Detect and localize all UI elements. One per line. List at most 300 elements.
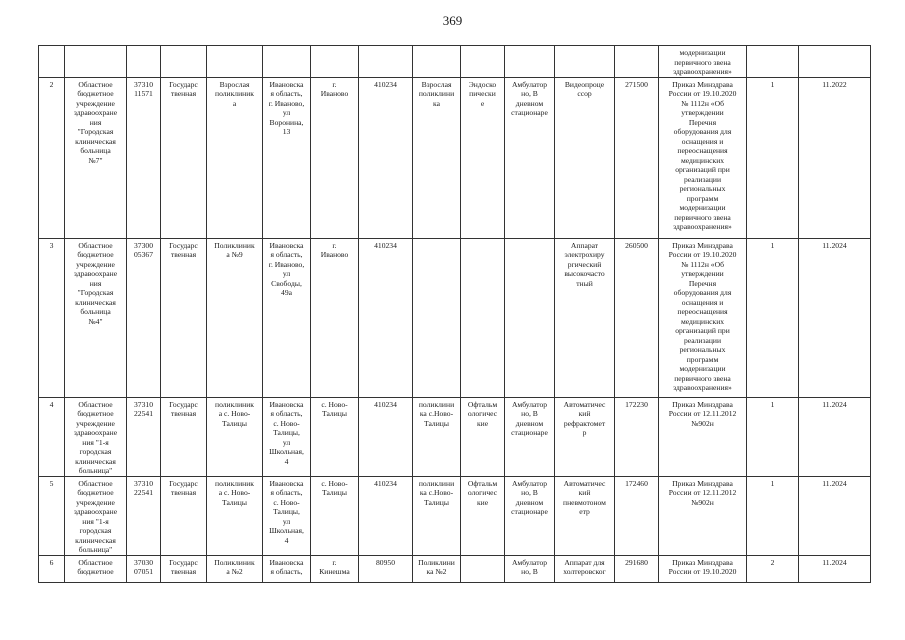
cell-price — [615, 77, 659, 238]
cell-line: Областное — [78, 240, 113, 250]
cell-line: организаций при — [675, 326, 730, 335]
cell-code — [127, 555, 161, 582]
cell-line: переоснащения — [677, 307, 728, 316]
cell-standard — [659, 46, 747, 78]
cell-code — [127, 238, 161, 397]
cell-line: 37310 — [134, 478, 153, 488]
cell-line: здравоохранения» — [673, 222, 732, 231]
cell-num — [39, 555, 65, 582]
cell-line: Приказ Минздрава — [672, 478, 733, 488]
cell-line: медицинских — [680, 155, 725, 165]
cell-line: Государс — [169, 557, 198, 567]
cell-line: ул — [282, 516, 291, 526]
cell-line: здравоохранения» — [673, 67, 732, 76]
cell-line: региональных — [679, 345, 726, 354]
cell-line: а с. Ново- — [218, 488, 251, 497]
cell-line: 11.2024 — [822, 399, 847, 409]
cell-line: ргический — [567, 259, 602, 269]
cell-line: поликлиник — [215, 478, 254, 488]
cell-department — [413, 46, 461, 78]
cell-line: г. Иваново, — [268, 98, 305, 108]
cell-line: бюджетное — [77, 89, 114, 98]
cell-line: а №2 — [226, 567, 243, 576]
cell-line: ния "1-я — [82, 437, 109, 447]
cell-line: 2 — [49, 79, 54, 89]
cell-line: а — [232, 98, 237, 108]
cell-line: твенная — [170, 250, 197, 259]
cell-line: 271500 — [625, 79, 648, 89]
cell-deadline — [799, 397, 871, 476]
cell-line: бюджетное — [77, 250, 114, 259]
cell-line: я область, — [270, 250, 303, 259]
cell-line: Школьная, — [269, 526, 304, 535]
cell-line: Свободы, — [271, 278, 302, 288]
cell-line: 49а — [281, 288, 292, 297]
cell-line: пически — [469, 89, 496, 98]
cell-line: городская — [79, 447, 112, 456]
cell-profile — [461, 238, 505, 397]
cell-line: ка — [433, 98, 440, 108]
cell-line: Областное — [78, 478, 113, 488]
cell-subdivision — [207, 476, 263, 555]
cell-line: клиническая — [75, 456, 116, 466]
cell-subdivision — [207, 397, 263, 476]
cell-line: реализации — [683, 335, 722, 345]
cell-line: пневмотоном — [563, 497, 606, 507]
cell-address — [263, 397, 311, 476]
cell-line: Амбулатор — [511, 79, 548, 89]
cell-line: Поликлиник — [214, 240, 255, 250]
cell-line: больница" — [78, 466, 113, 475]
table-row — [39, 77, 871, 238]
cell-line: 410234 — [374, 478, 397, 488]
cell-line: Иваново — [320, 89, 349, 98]
cell-locality — [311, 397, 359, 476]
cell-locality — [311, 555, 359, 582]
cell-line: больница — [80, 146, 111, 155]
cell-line: 4 — [284, 456, 289, 466]
cell-line: Ивановска — [269, 240, 304, 250]
cell-line: 37310 — [134, 399, 153, 409]
cell-line: я область, — [270, 488, 303, 497]
cell-line: №7" — [88, 155, 103, 165]
cell-line: а с. Ново- — [218, 409, 251, 418]
cell-institution — [65, 476, 127, 555]
cell-line: Талицы — [322, 409, 347, 418]
cell-line: дневном — [515, 497, 544, 507]
cell-line: поликлиник — [215, 89, 254, 98]
cell-equipment — [555, 77, 615, 238]
cell-line: модернизации — [679, 48, 726, 57]
cell-deadline — [799, 476, 871, 555]
cell-line: Талицы — [222, 497, 247, 507]
cell-line: Аппарат для — [564, 557, 605, 567]
cell-line: 11.2024 — [822, 240, 847, 250]
cell-line: модернизации — [679, 203, 726, 212]
cell-line: 2 — [770, 557, 775, 567]
cell-num — [39, 77, 65, 238]
cell-code — [127, 397, 161, 476]
table-row — [39, 476, 871, 555]
cell-deadline — [799, 77, 871, 238]
cell-line: г. — [332, 240, 337, 250]
cell-line: больница — [80, 307, 111, 316]
cell-line: поликлини — [418, 399, 455, 409]
cell-line: но, В — [521, 567, 538, 576]
cell-line: е — [480, 98, 485, 108]
cell-line: Приказ Минздрава — [672, 79, 733, 89]
cell-line: оборудования для — [673, 127, 732, 136]
cell-profile — [461, 555, 505, 582]
cell-line: №4" — [88, 316, 103, 326]
cell-institution — [65, 397, 127, 476]
cell-line: России от 12.11.2012 — [668, 488, 737, 497]
cell-institution — [65, 238, 127, 397]
cell-line: Областное — [78, 79, 113, 89]
cell-line: программ — [686, 193, 719, 203]
cell-care-conditions — [505, 555, 555, 582]
cell-population — [359, 77, 413, 238]
cell-line: кие — [476, 497, 489, 507]
cell-price — [615, 555, 659, 582]
cell-line: здравоохранения» — [673, 383, 732, 392]
cell-line: с. Ново- — [321, 399, 348, 409]
cell-department — [413, 397, 461, 476]
cell-line: г. — [332, 557, 337, 567]
cell-department — [413, 77, 461, 238]
cell-line: твенная — [170, 488, 197, 497]
cell-line: дневном — [515, 418, 544, 428]
cell-price — [615, 397, 659, 476]
cell-line: я область, — [270, 409, 303, 418]
cell-line: ния — [89, 278, 102, 288]
cell-price — [615, 238, 659, 397]
cell-line: 4 — [284, 535, 289, 545]
cell-line: России от 19.10.2020 — [668, 250, 737, 259]
cell-line: № 1112н «Об — [681, 98, 724, 108]
cell-line: учреждение — [76, 259, 115, 269]
cell-ownership — [161, 46, 207, 78]
cell-ownership — [161, 397, 207, 476]
cell-equipment — [555, 555, 615, 582]
cell-line: Офтальм — [467, 399, 498, 409]
cell-line: Эндоско — [468, 79, 497, 89]
cell-line: здравоохране — [73, 428, 118, 437]
cell-line: оборудования для — [673, 288, 732, 297]
cell-line: Приказ Минздрава — [672, 399, 733, 409]
cell-equipment — [555, 46, 615, 78]
cell-population — [359, 476, 413, 555]
cell-num — [39, 476, 65, 555]
cell-institution — [65, 46, 127, 78]
cell-line: 07051 — [134, 567, 153, 576]
cell-line: 410234 — [374, 79, 397, 89]
cell-line: я область, — [270, 89, 303, 98]
cell-address — [263, 555, 311, 582]
cell-line: рефрактомет — [563, 418, 606, 428]
cell-quantity — [747, 476, 799, 555]
cell-line: 1 — [770, 240, 775, 250]
cell-line: 6 — [49, 557, 54, 567]
cell-address — [263, 46, 311, 78]
cell-line: р — [582, 428, 587, 437]
cell-line: Амбулатор — [511, 478, 548, 488]
cell-line: Приказ Минздрава — [672, 240, 733, 250]
cell-line: учреждение — [76, 98, 115, 108]
cell-line: оснащения и — [681, 297, 724, 307]
cell-line: стационаре — [511, 507, 548, 516]
cell-institution — [65, 77, 127, 238]
cell-line: поликлини — [418, 89, 455, 98]
cell-address — [263, 238, 311, 397]
cell-line: 11571 — [134, 89, 153, 98]
cell-quantity — [747, 555, 799, 582]
cell-line: я область, — [270, 567, 303, 576]
cell-ownership — [161, 238, 207, 397]
cell-line: №902н — [691, 497, 714, 507]
cell-line: г. Иваново, — [268, 259, 305, 269]
cell-line: переоснащения — [677, 146, 728, 155]
cell-care-conditions — [505, 77, 555, 238]
cell-line: 37030 — [134, 557, 153, 567]
cell-line: оснащения и — [681, 136, 724, 146]
cell-line: ка №2 — [426, 567, 447, 576]
cell-deadline — [799, 46, 871, 78]
cell-line: г. — [332, 79, 337, 89]
cell-ownership — [161, 555, 207, 582]
cell-quantity — [747, 238, 799, 397]
cell-standard — [659, 238, 747, 397]
cell-line: Государс — [169, 79, 198, 89]
cell-line: 260500 — [625, 240, 648, 250]
cell-equipment — [555, 397, 615, 476]
cell-line: бюджетное — [77, 488, 114, 497]
cell-population — [359, 555, 413, 582]
cell-line: Воронина, — [269, 117, 304, 127]
cell-line: Ивановска — [269, 557, 304, 567]
cell-line: стационаре — [511, 428, 548, 437]
cell-line: твенная — [170, 89, 197, 98]
cell-address — [263, 77, 311, 238]
cell-line: клиническая — [75, 136, 116, 146]
cell-standard — [659, 397, 747, 476]
cell-line: с. Ново- — [273, 418, 300, 428]
cell-line: Офтальм — [467, 478, 498, 488]
cell-line: Кинешма — [319, 567, 350, 576]
cell-line: 11.2024 — [822, 557, 847, 567]
cell-line: Взрослая — [421, 79, 452, 89]
cell-line: 1 — [770, 478, 775, 488]
cell-line: с. Ново- — [273, 497, 300, 507]
cell-line: Ивановска — [269, 79, 304, 89]
cell-line: Государс — [169, 240, 198, 250]
table-row — [39, 238, 871, 397]
cell-line: ка с.Ново- — [419, 488, 454, 497]
cell-equipment — [555, 476, 615, 555]
cell-line: здравоохране — [73, 108, 118, 117]
cell-deadline — [799, 238, 871, 397]
cell-code — [127, 77, 161, 238]
cell-address — [263, 476, 311, 555]
cell-line: Талицы — [222, 418, 247, 428]
cell-quantity — [747, 46, 799, 78]
cell-line: Талицы, — [273, 507, 300, 516]
cell-line: первичного звена — [674, 212, 731, 222]
cell-line: 1 — [770, 399, 775, 409]
cell-population — [359, 397, 413, 476]
cell-locality — [311, 476, 359, 555]
cell-price — [615, 476, 659, 555]
cell-line: холтеровског — [563, 567, 606, 576]
cell-line: кий — [578, 488, 591, 497]
cell-price — [615, 46, 659, 78]
cell-line: больница" — [78, 545, 113, 554]
cell-line: 80950 — [376, 557, 395, 567]
cell-line: медицинских — [680, 316, 725, 326]
cell-profile — [461, 397, 505, 476]
cell-locality — [311, 238, 359, 397]
cell-line: Областное — [78, 557, 113, 567]
cell-line: здравоохране — [73, 269, 118, 278]
cell-line: твенная — [170, 567, 197, 576]
cell-line: России от 12.11.2012 — [668, 409, 737, 418]
cell-num — [39, 46, 65, 78]
cell-line: дневном — [515, 98, 544, 108]
cell-line: клиническая — [75, 297, 116, 307]
cell-department — [413, 476, 461, 555]
cell-subdivision — [207, 238, 263, 397]
cell-code — [127, 46, 161, 78]
cell-line: Государс — [169, 478, 198, 488]
cell-line: Ивановска — [269, 399, 304, 409]
cell-population — [359, 46, 413, 78]
cell-care-conditions — [505, 397, 555, 476]
cell-line: ул — [282, 269, 291, 278]
cell-line: Амбулатор — [511, 399, 548, 409]
cell-ownership — [161, 476, 207, 555]
cell-line: Перечня — [688, 278, 717, 288]
cell-line: Талицы — [424, 418, 449, 428]
cell-line: Талицы — [424, 497, 449, 507]
cell-line: Поликлиник — [214, 557, 255, 567]
cell-line: 11.2022 — [822, 79, 847, 89]
cell-line: етр — [579, 507, 590, 516]
cell-line: электрохиру — [564, 250, 605, 259]
cell-standard — [659, 77, 747, 238]
cell-standard — [659, 476, 747, 555]
cell-num — [39, 238, 65, 397]
cell-line: но, В — [521, 488, 538, 497]
cell-line: кие — [476, 418, 489, 428]
cell-locality — [311, 46, 359, 78]
table-row-continuation — [39, 46, 871, 78]
cell-line: 05367 — [134, 250, 153, 259]
cell-line: кий — [578, 409, 591, 418]
cell-line: но, В — [521, 89, 538, 98]
cell-line: Ивановска — [269, 478, 304, 488]
cell-line: 22541 — [134, 409, 153, 418]
cell-line: ологичес — [467, 409, 498, 418]
cell-standard — [659, 555, 747, 582]
cell-line: Взрослая — [219, 79, 250, 89]
cell-line: региональных — [679, 184, 726, 193]
cell-population — [359, 238, 413, 397]
cell-profile — [461, 476, 505, 555]
cell-line: 37300 — [134, 240, 153, 250]
cell-line: городская — [79, 526, 112, 535]
cell-line: № 1112н «Об — [681, 259, 724, 269]
cell-line: №902н — [691, 418, 714, 428]
cell-subdivision — [207, 555, 263, 582]
cell-line: Талицы — [322, 488, 347, 497]
cell-line: 5 — [49, 478, 54, 488]
cell-line: учреждение — [76, 497, 115, 507]
cell-line: России от 19.10.2020 — [668, 89, 737, 98]
cell-line: утверждении — [681, 108, 724, 117]
cell-deadline — [799, 555, 871, 582]
cell-line: поликлиник — [215, 399, 254, 409]
cell-line: Государс — [169, 399, 198, 409]
cell-line: 172460 — [625, 478, 648, 488]
cell-line: Талицы, — [273, 428, 300, 437]
cell-line: "Городская — [77, 127, 114, 136]
cell-care-conditions — [505, 476, 555, 555]
cell-ownership — [161, 77, 207, 238]
cell-line: тный — [576, 278, 593, 288]
cell-line: Перечня — [688, 117, 717, 127]
cell-line: модернизации — [679, 364, 726, 373]
cell-line: России от 19.10.2020 — [668, 567, 737, 576]
cell-line: 22541 — [134, 488, 153, 497]
cell-line: ссор — [577, 89, 592, 98]
cell-subdivision — [207, 77, 263, 238]
cell-line: ния — [89, 117, 102, 127]
cell-locality — [311, 77, 359, 238]
cell-line: учреждение — [76, 418, 115, 428]
cell-line: бюджетное — [77, 567, 114, 576]
cell-line: организаций при — [675, 165, 730, 174]
cell-line: высокочасто — [564, 269, 605, 278]
cell-profile — [461, 77, 505, 238]
cell-line: 13 — [282, 127, 291, 136]
cell-equipment — [555, 238, 615, 397]
cell-line: Видеопроце — [564, 79, 605, 89]
cell-line: здравоохране — [73, 507, 118, 516]
cell-num — [39, 397, 65, 476]
cell-line: Приказ Минздрава — [672, 557, 733, 567]
cell-line: ул — [282, 108, 291, 117]
cell-line: Аппарат — [570, 240, 599, 250]
cell-line: 11.2024 — [822, 478, 847, 488]
cell-line: 291680 — [625, 557, 648, 567]
cell-line: стационаре — [511, 108, 548, 117]
cell-line: 4 — [49, 399, 54, 409]
cell-line: Автоматичес — [563, 478, 606, 488]
cell-line: твенная — [170, 409, 197, 418]
cell-line: 37310 — [134, 79, 153, 89]
cell-line: бюджетное — [77, 409, 114, 418]
cell-line: Областное — [78, 399, 113, 409]
cell-institution — [65, 555, 127, 582]
cell-line: Школьная, — [269, 447, 304, 456]
table-row — [39, 555, 871, 582]
cell-line: ул — [282, 437, 291, 447]
cell-subdivision — [207, 46, 263, 78]
cell-line: 1 — [770, 79, 775, 89]
table-row — [39, 397, 871, 476]
cell-quantity — [747, 77, 799, 238]
cell-line: ния "1-я — [82, 516, 109, 526]
